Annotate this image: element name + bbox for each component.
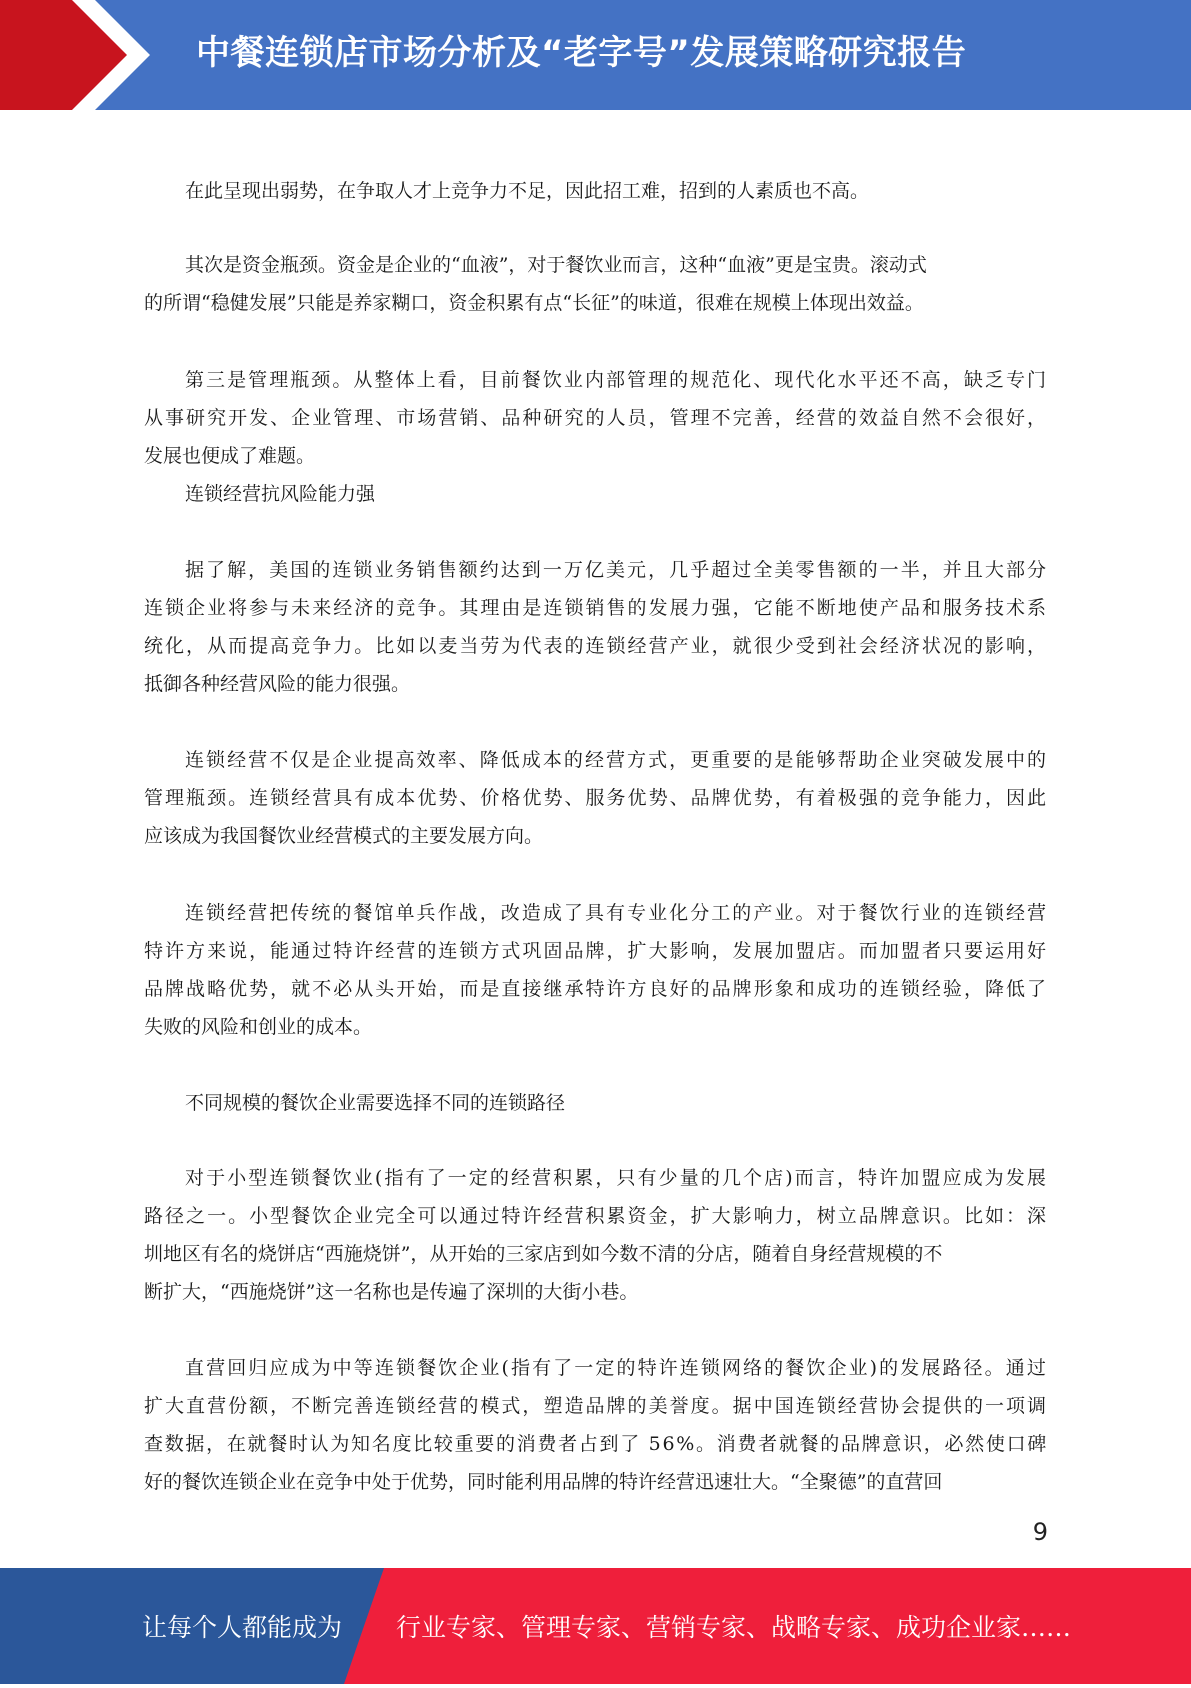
paragraph-line: 第三是管理瓶颈。从整体上看，目前餐饮业内部管理的规范化、现代化水平还不高，缺乏专门 — [185, 369, 1049, 391]
paragraph-line: 的所谓“稳健发展”只能是养家糊口，资金积累有点“长征”的味道，很难在规模上体现出效益。 — [144, 292, 924, 314]
paragraph-line: 连锁经营不仅是企业提高效率、降低成本的经营方式，更重要的是能够帮助企业突破发展中的 — [185, 749, 1049, 771]
paragraph-line: 路径之一。小型餐饮企业完全可以通过特许经营积累资金，扩大影响力，树立品牌意识。比如：深 — [144, 1205, 1049, 1227]
footer-slogan-left: 让每个人都能成为 — [142, 1613, 343, 1642]
paragraph-line: 其次是资金瓶颈。资金是企业的“血液”，对于餐饮业而言，这种“血液”更是宝贵。滚动式 — [185, 254, 927, 276]
page-number: 9 — [1032, 1518, 1048, 1546]
paragraph-line: 据了解，美国的连锁业务销售额约达到一万亿美元，几乎超过全美零售额的一半，并且大部分 — [185, 559, 1049, 581]
paragraph-line: 在此呈现出弱势，在争取人才上竞争力不足，因此招工难，招到的人素质也不高。 — [185, 180, 870, 202]
paragraph-line: 直营回归应成为中等连锁餐饮企业(指有了一定的特许连锁网络的餐饮企业)的发展路径。通过 — [185, 1357, 1048, 1379]
page-header — [0, 0, 1191, 110]
paragraph-line: 特许方来说，能通过特许经营的连锁方式巩固品牌，扩大影响，发展加盟店。而加盟者只要运用好 — [144, 940, 1049, 962]
paragraph-line: 发展也便成了难题。 — [144, 445, 316, 467]
paragraph-line: 应该成为我国餐饮业经营模式的主要发展方向。 — [144, 825, 544, 847]
paragraph-line: 对于小型连锁餐饮业(指有了一定的经营积累，只有少量的几个店)而言，特许加盟应成为发展 — [185, 1167, 1048, 1189]
paragraph-line: 圳地区有名的烧饼店“西施烧饼”，从开始的三家店到如今数不清的分店，随着自身经营规模的不 — [144, 1243, 943, 1265]
paragraph-line: 查数据，在就餐时认为知名度比较重要的消费者占到了 56%。消费者就餐的品牌意识，必然使口碑 — [144, 1433, 1048, 1455]
report-title: 中餐连锁店市场分析及“老字号”发展策略研究报告 — [196, 33, 967, 73]
paragraph-line: 失败的风险和创业的成本。 — [144, 1016, 373, 1038]
paragraph-line: 连锁企业将参与未来经济的竞争。其理由是连锁销售的发展力强，它能不断地使产品和服务技术系 — [144, 597, 1049, 619]
paragraph-line: 从事研究开发、企业管理、市场营销、品种研究的人员，管理不完善，经营的效益自然不会很好， — [144, 407, 1049, 429]
page-footer — [0, 1568, 1191, 1684]
paragraph-line: 扩大直营份额，不断完善连锁经营的模式，塑造品牌的美誉度。据中国连锁经营协会提供的一项调 — [144, 1395, 1049, 1417]
paragraph-line: 连锁经营把传统的餐馆单兵作战，改造成了具有专业化分工的产业。对于餐饮行业的连锁经营 — [185, 902, 1049, 924]
paragraph-line: 管理瓶颈。连锁经营具有成本优势、价格优势、服务优势、品牌优势，有着极强的竞争能力，因此 — [144, 787, 1049, 809]
paragraph-line: 好的餐饮连锁企业在竞争中处于优势，同时能利用品牌的特许经营迅速壮大。“全聚德”的直营回 — [144, 1471, 943, 1493]
footer-slogan-right: 行业专家、管理专家、营销专家、战略专家、成功企业家…… — [396, 1613, 1072, 1642]
section-heading: 连锁经营抗风险能力强 — [185, 483, 376, 505]
paragraph-line: 断扩大，“西施烧饼”这一名称也是传遍了深圳的大街小巷。 — [144, 1281, 639, 1303]
paragraph-line: 统化，从而提高竞争力。比如以麦当劳为代表的连锁经营产业，就很少受到社会经济状况的影响， — [144, 635, 1049, 657]
paragraph-line: 品牌战略优势，就不必从头开始，而是直接继承特许方良好的品牌形象和成功的连锁经验，降低了 — [144, 978, 1049, 1000]
paragraph-line: 抵御各种经营风险的能力很强。 — [144, 673, 411, 695]
section-heading: 不同规模的餐饮企业需要选择不同的连锁路径 — [185, 1092, 566, 1114]
